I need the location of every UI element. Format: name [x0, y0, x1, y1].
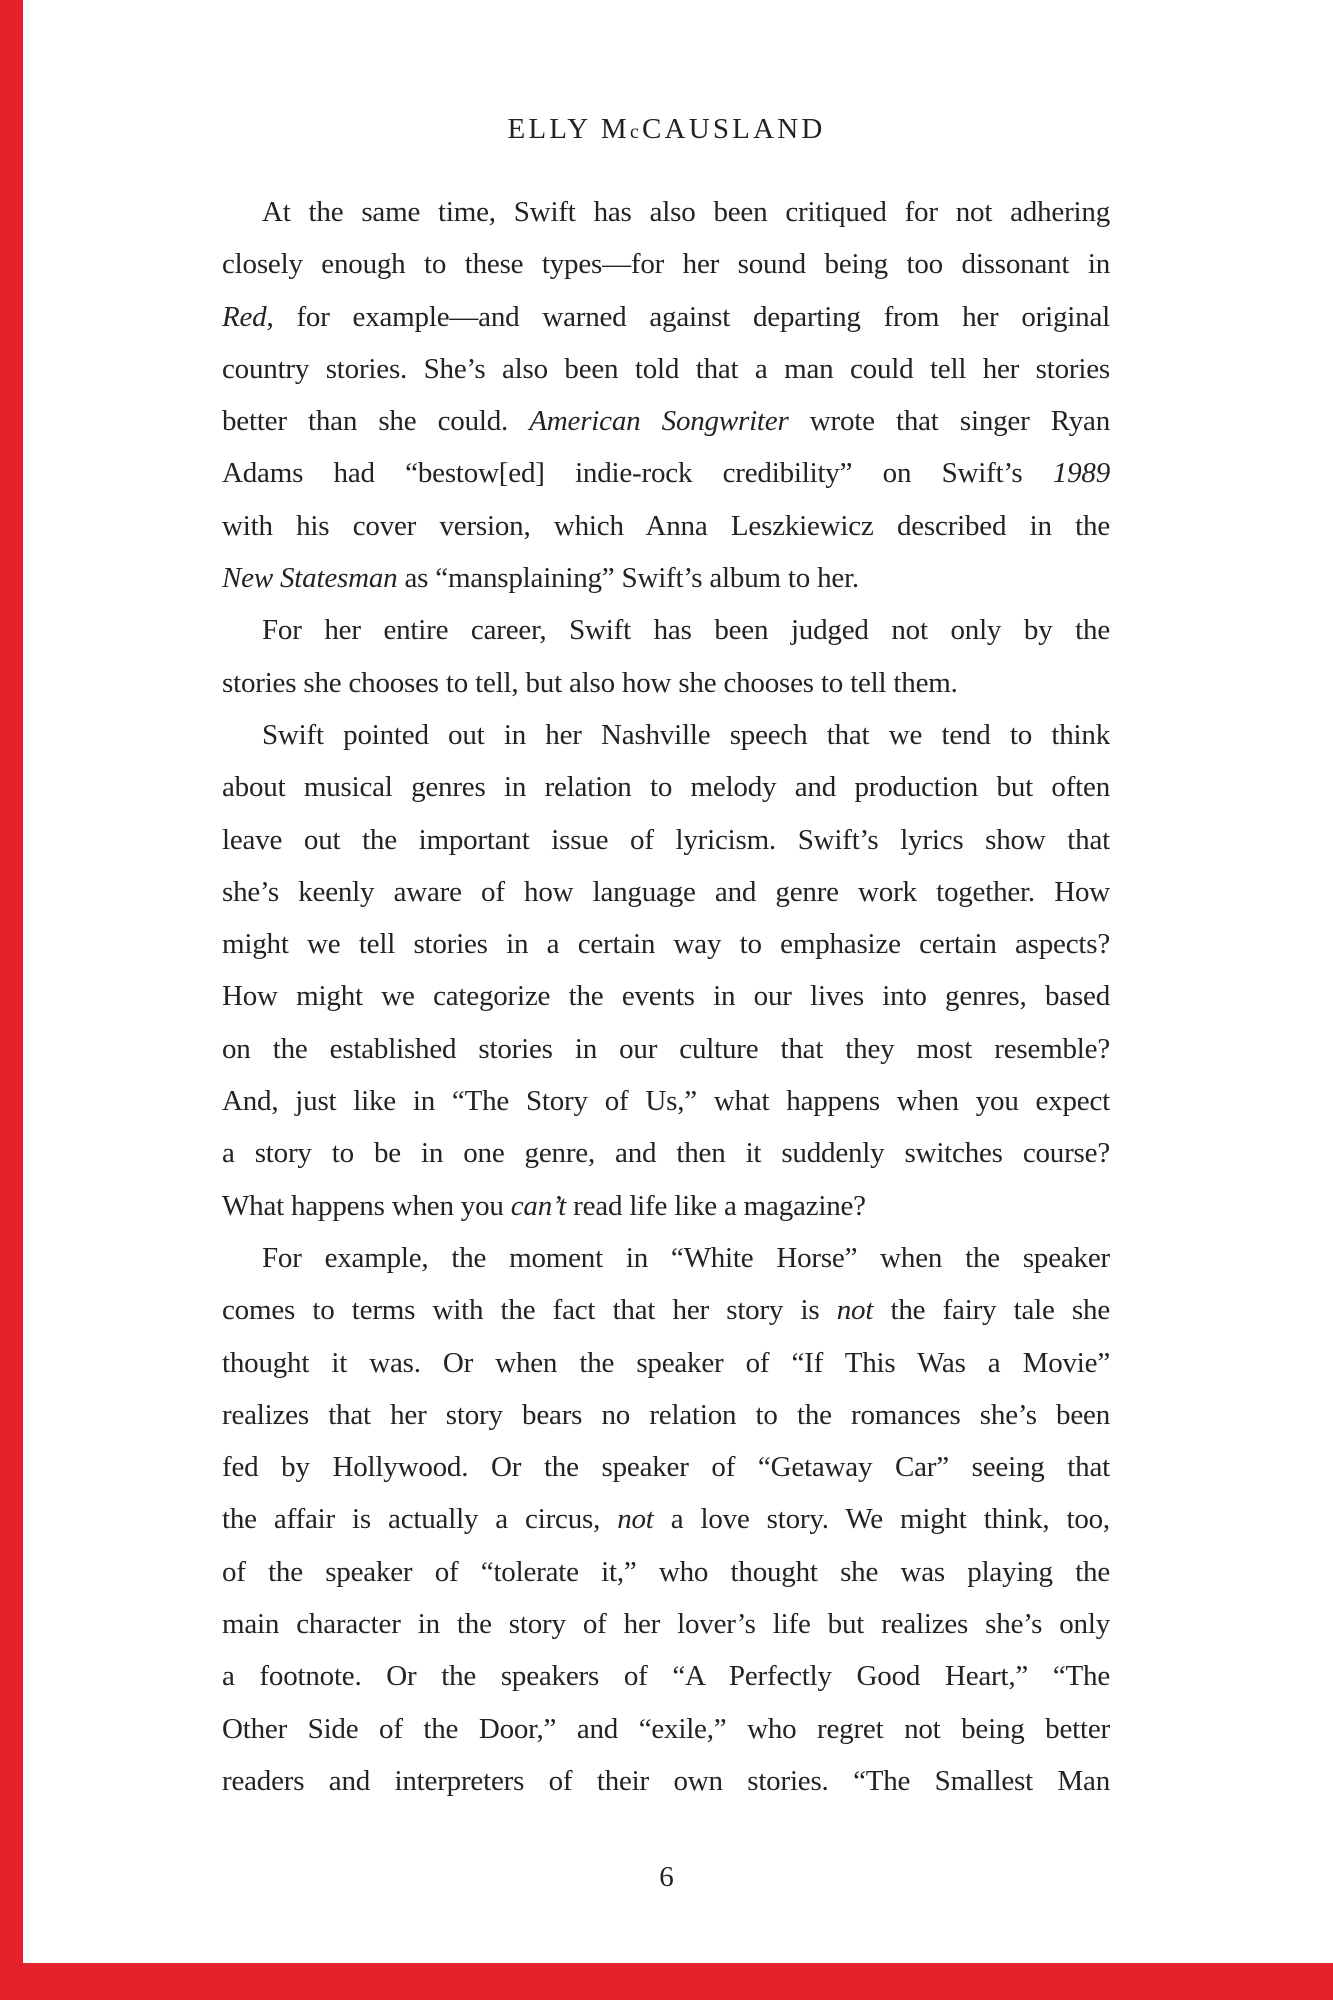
text-line [222, 604, 1110, 656]
text-segment: stories she chooses to tell, but also how she chooses to tell them. [222, 666, 958, 699]
text-segment: a love story. We might think, too, [653, 1503, 1110, 1536]
text-line [222, 238, 1110, 290]
text-segment: wrote that singer Ryan [788, 405, 1110, 438]
paragraph [222, 1232, 1110, 1807]
italic-segment: not [836, 1294, 874, 1327]
text-line [222, 1703, 1110, 1755]
text-line [222, 1232, 1110, 1284]
text-line [222, 1127, 1110, 1179]
text-segment: she’s keenly aware of how language and genre work together. How [222, 875, 1110, 908]
text-segment: thought it was. Or when the speaker of “If This Was a Movie” [222, 1346, 1110, 1379]
italic-segment: Red [222, 300, 267, 333]
text-segment: a story to be in one genre, and then it suddenly switches course? [222, 1137, 1110, 1170]
text-line [222, 447, 1110, 499]
text-segment: Adams had “bestow[ed] indie-rock credibility” on Swift’s [222, 457, 1053, 490]
book-edge-left [0, 0, 23, 2000]
italic-segment: American Songwriter [529, 405, 789, 438]
text-segment: the affair is actually a circus, [222, 1503, 618, 1536]
paragraph [222, 709, 1110, 1232]
text-segment: of the speaker of “tolerate it,” who thought she was playing the [222, 1555, 1110, 1588]
text-segment: about musical genres in relation to melody and production but often [222, 771, 1110, 804]
text-segment: read life like a magazine? [566, 1189, 866, 1222]
italic-segment: can’t [510, 1189, 567, 1222]
text-segment: as “mansplaining” Swift’s album to her. [397, 562, 859, 595]
text-segment: leave out the important issue of lyricism. Swift’s lyrics show that [222, 823, 1110, 856]
text-segment: country stories. She’s also been told that a man could tell her stories [222, 352, 1110, 385]
text-line [222, 709, 1110, 761]
running-header-small-c: c [629, 121, 643, 143]
text-segment: a footnote. Or the speakers of “A Perfectly Good Heart,” “The [222, 1660, 1110, 1693]
text-segment: And, just like in “The Story of Us,” what happens when you expect [222, 1085, 1110, 1118]
body-text [222, 186, 1110, 1807]
text-segment: might we tell stories in a certain way to emphasize certain aspects? [222, 928, 1110, 961]
text-segment: For example, the moment in “White Horse” when the speaker [262, 1241, 1110, 1274]
text-line [222, 1650, 1110, 1702]
page-number: 6 [659, 1861, 674, 1893]
book-edge-bottom [0, 1963, 1333, 2000]
text-segment: the fairy tale she [873, 1294, 1110, 1327]
text-line [222, 1284, 1110, 1336]
text-line [222, 970, 1110, 1022]
text-line [222, 343, 1110, 395]
text-segment: fed by Hollywood. Or the speaker of “Getaway Car” seeing that [222, 1451, 1110, 1484]
text-segment: better than she could. [222, 405, 530, 438]
text-line [222, 761, 1110, 813]
text-line [222, 1389, 1110, 1441]
text-line [222, 500, 1110, 552]
text-line [222, 866, 1110, 918]
text-line [222, 291, 1110, 343]
text-line [222, 552, 1110, 604]
text-line [222, 1598, 1110, 1650]
text-segment: For her entire career, Swift has been judged not only by the [262, 614, 1110, 647]
text-line [222, 1493, 1110, 1545]
text-line [222, 814, 1110, 866]
text-line [222, 1441, 1110, 1493]
italic-segment: 1989 [1052, 457, 1110, 490]
text-segment: At the same time, Swift has also been critiqued for not adhering [262, 196, 1110, 228]
text-segment: Swift pointed out in her Nashville speech that we tend to think [262, 718, 1110, 751]
text-segment: on the established stories in our culture that they most resemble? [222, 1032, 1110, 1065]
text-segment: realizes that her story bears no relation to the romances she’s been [222, 1398, 1110, 1431]
text-line [222, 918, 1110, 970]
text-line [222, 657, 1110, 709]
italic-segment: New Statesman [222, 562, 398, 595]
text-segment: closely enough to these types—for her sound being too dissonant in [222, 248, 1110, 281]
text-line [222, 186, 1110, 238]
text-line [222, 1180, 1110, 1232]
text-segment: readers and interpreters of their own stories. “The Smallest Man [222, 1764, 1110, 1797]
text-line [222, 1075, 1110, 1127]
paragraph [222, 604, 1110, 709]
italic-segment: not [617, 1503, 654, 1536]
text-segment: , for example—and warned against departing from her original [266, 300, 1110, 333]
text-line [222, 395, 1110, 447]
text-segment: How might we categorize the events in our lives into genres, based [222, 980, 1110, 1013]
text-line [222, 1023, 1110, 1075]
text-line [222, 1337, 1110, 1389]
running-header-post: CAUSLAND [642, 113, 826, 145]
text-segment: comes to terms with the fact that her story is [222, 1294, 837, 1327]
text-segment: with his cover version, which Anna Leszkiewicz described in the [222, 509, 1110, 542]
running-header-pre: ELLY M [507, 113, 630, 145]
paragraph [222, 186, 1110, 604]
text-segment: main character in the story of her lover’s life but realizes she’s only [222, 1608, 1110, 1641]
text-line [222, 1546, 1110, 1598]
text-line [222, 1755, 1110, 1807]
text-segment: Other Side of the Door,” and “exile,” who regret not being better [222, 1712, 1110, 1745]
text-segment: What happens when you [222, 1189, 511, 1222]
running-header [0, 114, 1333, 147]
